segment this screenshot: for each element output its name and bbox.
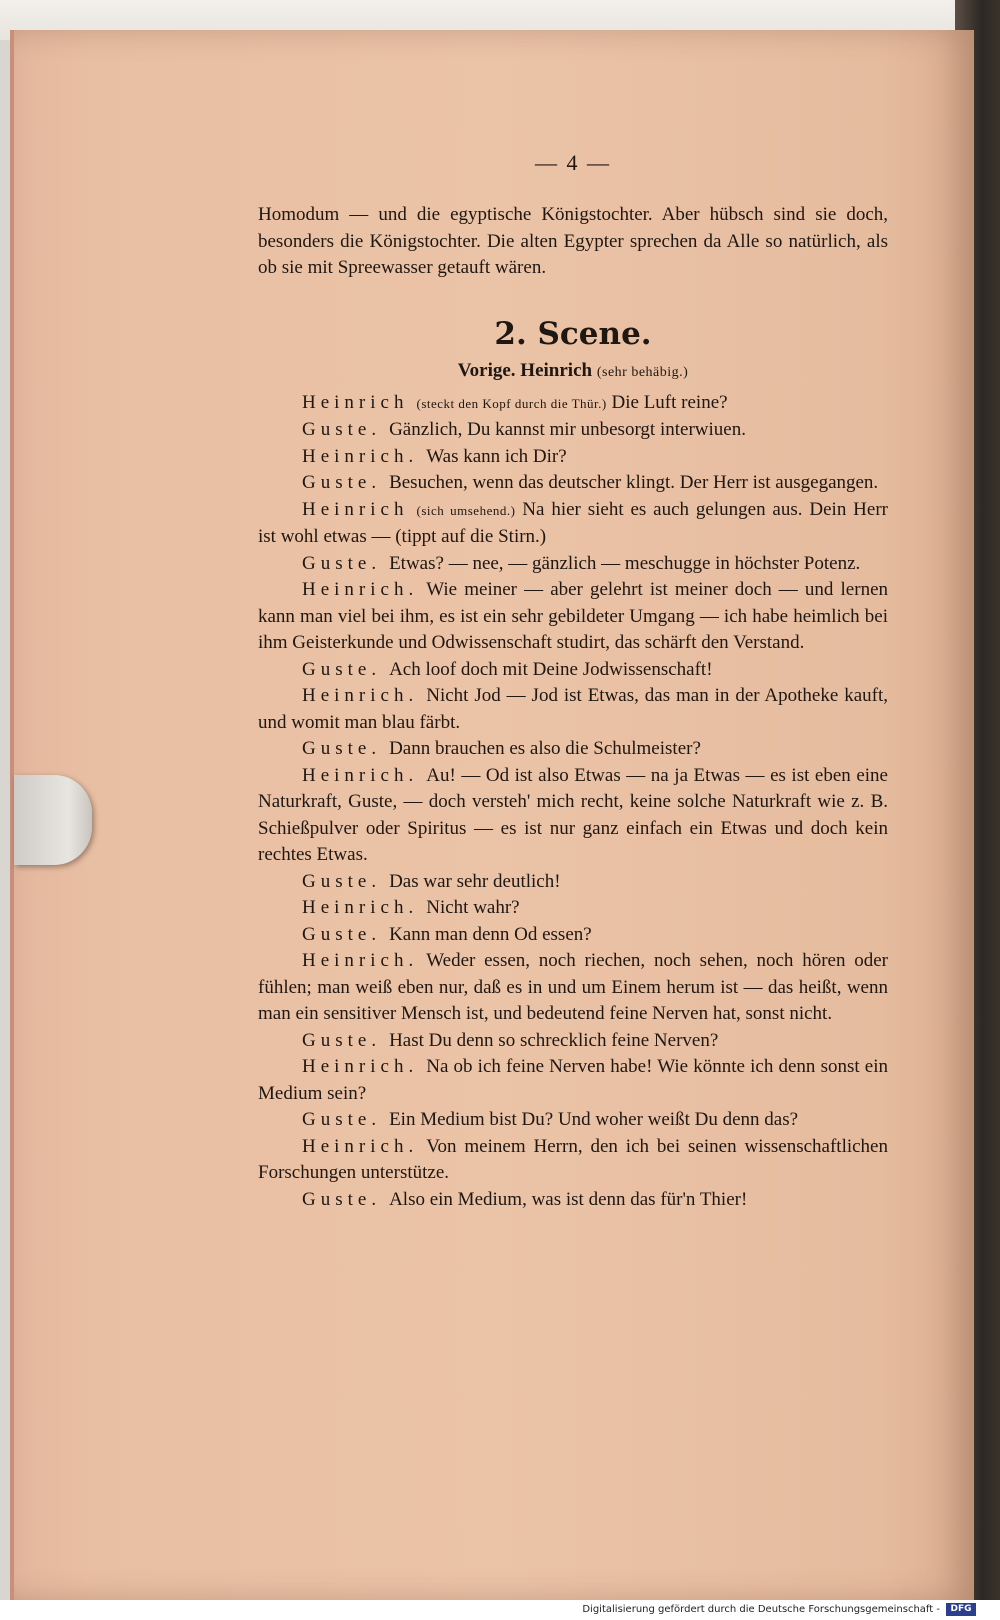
dialogue-text: Das war sehr deutlich! — [389, 870, 561, 892]
dialogue-text: Ein Medium bist Du? Und woher weißt Du denn das? — [389, 1109, 799, 1130]
dialogue-text: Nicht wahr? — [426, 897, 520, 918]
dialogue-line — [258, 390, 888, 418]
speaker-name: Heinrich. — [302, 685, 419, 706]
dialogue-text: Hast Du denn so schrecklich feine Nerven? — [389, 1029, 719, 1051]
speaker-name: Guste. — [302, 1029, 382, 1051]
dialogue-text: Wie meiner — aber gelehrt ist meiner doch — und lernen kann man viel bei ihm, es ist ein sehr gebildeter Umgang — ich habe heimlich bei ihm Geisterkunde und Odwissenschaft studirt, das schärft den Verstand. — [258, 579, 888, 653]
speaker-name: Guste. — [302, 923, 382, 945]
dialogue-line — [258, 948, 888, 1028]
dialogue-line — [258, 444, 888, 471]
scene-heading: 2. Scene. — [494, 315, 652, 352]
dialogue-line — [258, 497, 888, 551]
dialogue-line — [258, 1187, 888, 1214]
cast-names: Vorige. Heinrich — [457, 359, 593, 381]
speaker-name: Guste. — [302, 738, 382, 759]
dialogue-text: Gänzlich, Du kannst mir unbesorgt interwiuen. — [389, 419, 746, 440]
speaker-name: Heinrich. — [302, 1135, 419, 1157]
dialogue-text: Etwas? — nee, — gänzlich — meschugge in höchster Potenz. — [389, 552, 861, 574]
dialogue-text: Dann brauchen es also die Schulmeister? — [389, 738, 701, 759]
digitization-footer — [0, 1600, 1000, 1620]
dialogue-line — [258, 763, 888, 869]
dialogue-text: Besuchen, wenn das deutscher klingt. Der Herr ist ausgegangen. — [389, 472, 879, 493]
stage-direction: (sich umsehend.) — [416, 502, 516, 518]
page-text-block — [258, 150, 888, 1213]
dialogue-line — [258, 577, 888, 657]
dialogue-text: Au! — Od ist also Etwas — na ja Etwas — es ist eben eine Naturkraft, Guste, — doch versteh' mich recht, keine solche Naturkraft wie z. B. Schießpulver oder Spiritus — es ist nur ganz einfach ein Etwas und doch kein rechtes Etwas. — [258, 764, 888, 865]
speaker-name: Heinrich. — [302, 897, 419, 918]
speaker-name: Heinrich — [302, 498, 409, 520]
dialogue-text: Die Luft reine? — [611, 391, 728, 413]
dialogue-line — [258, 869, 888, 896]
dialogue-line — [258, 683, 888, 736]
dialogue-line — [258, 657, 888, 684]
dialogue-line — [258, 922, 888, 949]
dialogue-line — [258, 895, 888, 922]
speaker-name: Guste. — [302, 472, 382, 493]
cast-stage-direction: (sehr behäbig.) — [596, 364, 689, 380]
speaker-name: Guste. — [302, 1109, 382, 1130]
dialogue-text: Na hier sieht es auch gelungen aus. Dein Herr ist wohl etwas — (tippt auf die Stirn.) — [258, 498, 888, 547]
dialogue-text: Nicht Jod — Jod ist Etwas, das man in der Apotheke kauft, und womit man blau färbt. — [258, 685, 888, 733]
dialogue-line — [258, 1134, 888, 1187]
speaker-name: Guste. — [302, 552, 382, 574]
dialogue-line — [258, 417, 888, 444]
page-tab-marker — [14, 775, 92, 865]
dialogue-line — [258, 1107, 888, 1134]
speaker-name: Heinrich. — [302, 445, 419, 467]
dialogue-line — [258, 551, 888, 578]
dialogue-line — [258, 1054, 888, 1107]
dialogue-text: Ach loof doch mit Deine Jodwissenschaft! — [389, 658, 713, 680]
footer-credit: Digitalisierung gefördert durch die Deutsche Forschungsgemeinschaft - — [582, 1604, 940, 1615]
speaker-name: Guste. — [302, 419, 382, 440]
dialogue-text: Kann man denn Od essen? — [389, 923, 592, 945]
dialogue-line — [258, 736, 888, 763]
speaker-name: Guste. — [302, 870, 382, 892]
intro-paragraph: Homodum — und die egyptische Königstochter. Aber hübsch sind sie doch, besonders die Königstochter. Die alten Egypter sprechen da Alle so natürlich, als ob sie mit Spreewasser getauft wären. — [258, 204, 888, 278]
stage-direction: (steckt den Kopf durch die Thür.) — [416, 395, 607, 411]
speaker-name: Heinrich. — [302, 1056, 419, 1077]
dialogue-text: Was kann ich Dir? — [426, 445, 567, 467]
cast-list — [258, 360, 888, 382]
speaker-name: Guste. — [302, 658, 382, 680]
dialogue-text: Na ob ich feine Nerven habe! Wie könnte ich denn sonst ein Medium sein? — [258, 1056, 888, 1104]
speaker-name: Heinrich. — [302, 579, 419, 600]
dialogue-text: Also ein Medium, was ist denn das für'n Thier! — [389, 1188, 748, 1210]
dialogue-line — [258, 470, 888, 497]
dfg-logo: DFG — [946, 1603, 976, 1616]
speaker-name: Heinrich. — [302, 950, 419, 971]
speaker-name: Heinrich — [302, 391, 409, 413]
dialogue-line — [258, 1028, 888, 1055]
speaker-name: Guste. — [302, 1188, 382, 1210]
dialogue-text: Von meinem Herrn, den ich bei seinen wissenschaftlichen Forschungen unterstütze. — [258, 1135, 888, 1183]
dialogue-text: Weder essen, noch riechen, noch sehen, noch hören oder fühlen; man weiß eben nur, daß es in und um Einem herum ist — das heißt, wenn man ein sensitiver Mensch ist, und bedeutend feine Nerven hat, sonst nicht. — [258, 950, 888, 1024]
page-number: — 4 — — [535, 150, 611, 175]
speaker-name: Heinrich. — [302, 764, 419, 786]
